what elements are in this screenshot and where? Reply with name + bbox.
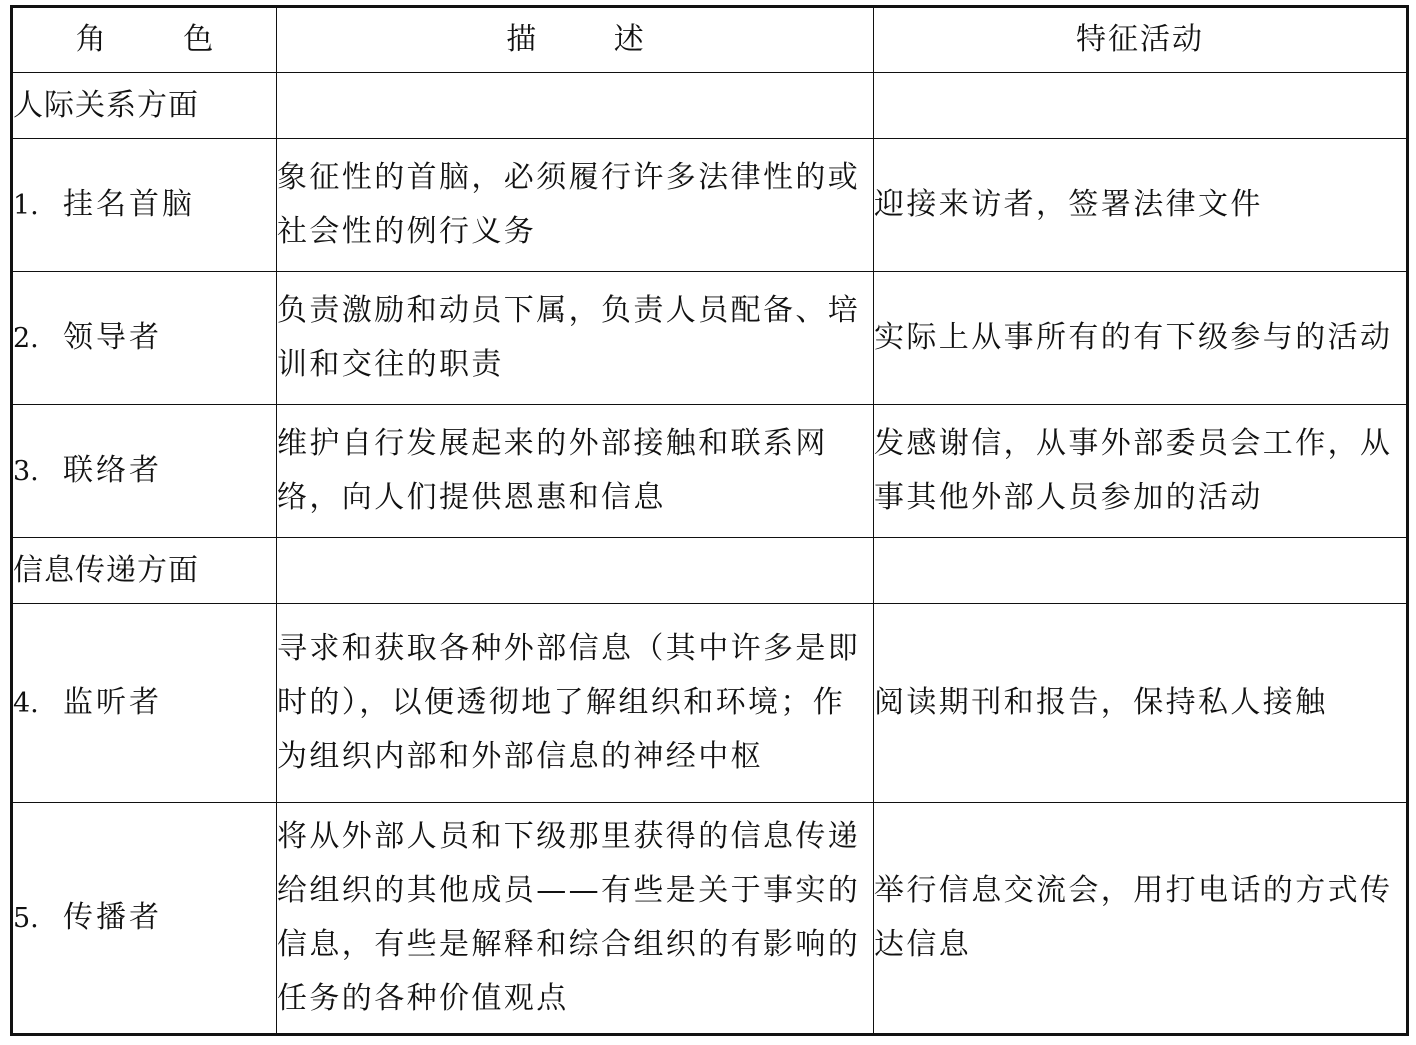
section-row xyxy=(12,73,1408,139)
table-row xyxy=(12,405,1408,538)
role-name: 联络者 xyxy=(63,452,162,488)
role-number: 4. xyxy=(13,687,39,719)
section-title: 人际关系方面 xyxy=(12,73,277,139)
role-cell xyxy=(12,139,277,272)
section-row xyxy=(12,538,1408,604)
description-cell: 象征性的首脑，必须履行许多法律性的或社会性的例行义务 xyxy=(277,139,874,272)
empty-cell xyxy=(874,538,1408,604)
role-name: 领导者 xyxy=(63,319,162,355)
roles-table xyxy=(10,5,1409,1036)
role-cell xyxy=(12,405,277,538)
activity-cell: 实际上从事所有的有下级参与的活动 xyxy=(874,272,1408,405)
header-description: 描 述 xyxy=(277,7,874,73)
description-cell: 寻求和获取各种外部信息（其中许多是即时的），以便透彻地了解组织和环境；作为组织内部和外部信息的神经中枢 xyxy=(277,604,874,803)
role-name: 挂名首脑 xyxy=(63,186,195,222)
activity-cell: 举行信息交流会，用打电话的方式传达信息 xyxy=(874,803,1408,1035)
role-name: 传播者 xyxy=(63,899,162,935)
role-name: 监听者 xyxy=(63,684,162,720)
role-cell xyxy=(12,803,277,1035)
table-row xyxy=(12,272,1408,405)
description-cell: 维护自行发展起来的外部接触和联系网络，向人们提供恩惠和信息 xyxy=(277,405,874,538)
description-cell: 将从外部人员和下级那里获得的信息传递给组织的其他成员——有些是关于事实的信息，有些是解释和综合组织的有影响的任务的各种价值观点 xyxy=(277,803,874,1035)
header-activity: 特征活动 xyxy=(874,7,1408,73)
role-number: 5. xyxy=(13,902,39,934)
activity-cell: 发感谢信，从事外部委员会工作，从事其他外部人员参加的活动 xyxy=(874,405,1408,538)
role-number: 3. xyxy=(13,455,39,487)
empty-cell xyxy=(277,538,874,604)
role-cell xyxy=(12,604,277,803)
role-cell xyxy=(12,272,277,405)
header-role: 角 色 xyxy=(12,7,277,73)
empty-cell xyxy=(277,73,874,139)
table-row xyxy=(12,139,1408,272)
empty-cell xyxy=(874,73,1408,139)
activity-cell: 阅读期刊和报告，保持私人接触 xyxy=(874,604,1408,803)
header-row xyxy=(12,7,1408,73)
role-number: 1. xyxy=(13,189,39,221)
table-row xyxy=(12,604,1408,803)
description-cell: 负责激励和动员下属，负责人员配备、培训和交往的职责 xyxy=(277,272,874,405)
table-row xyxy=(12,803,1408,1035)
section-title: 信息传递方面 xyxy=(12,538,277,604)
activity-cell: 迎接来访者，签署法律文件 xyxy=(874,139,1408,272)
role-number: 2. xyxy=(13,322,39,354)
